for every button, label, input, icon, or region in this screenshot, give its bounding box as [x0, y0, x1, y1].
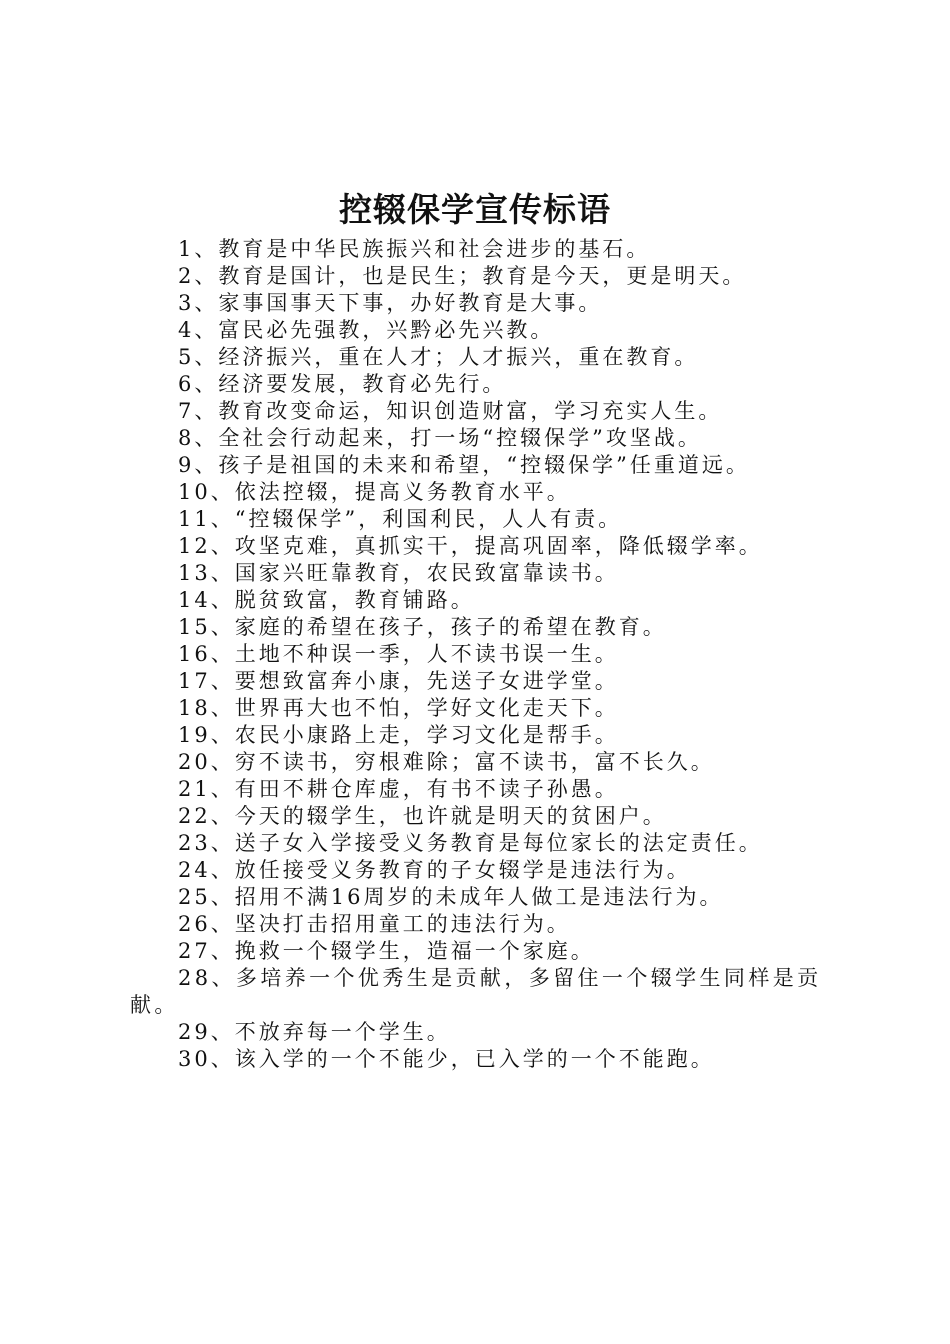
slogan-item: 29、不放弃每一个学生。 [178, 1020, 451, 1044]
slogan-item: 24、放任接受义务教育的子女辍学是违法行为。 [178, 858, 691, 882]
slogan-list [130, 236, 840, 1073]
slogan-item: 6、经济要发展，教育必先行。 [178, 372, 507, 396]
slogan-item: 27、挽救一个辍学生，造福一个家庭。 [178, 939, 595, 963]
slogan-item: 2、教育是国计，也是民生；教育是今天，更是明天。 [178, 264, 747, 288]
slogan-item: 7、教育改变命运，知识创造财富，学习充实人生。 [178, 399, 723, 423]
slogan-item: 5、经济振兴，重在人才；人才振兴，重在教育。 [178, 345, 699, 369]
slogan-item: 9、孩子是祖国的未来和希望，“控辍保学”任重道远。 [178, 453, 750, 477]
slogan-item: 19、农民小康路上走，学习文化是帮手。 [178, 723, 619, 747]
slogan-item: 4、富民必先强教，兴黔必先兴教。 [178, 318, 555, 342]
slogan-item: 14、脱贫致富，教育铺路。 [178, 588, 475, 612]
slogan-item: 12、攻坚克难，真抓实干，提高巩固率，降低辍学率。 [178, 534, 763, 558]
slogan-item: 20、穷不读书，穷根难除；富不读书，富不长久。 [178, 750, 715, 774]
slogan-item: 28、多培养一个优秀生是贡献，多留住一个辍学生同样是贡献。 [130, 966, 822, 1017]
slogan-item: 30、该入学的一个不能少，已入学的一个不能跑。 [178, 1047, 715, 1071]
slogan-item: 25、招用不满16周岁的未成年人做工是违法行为。 [178, 885, 724, 909]
slogan-item: 16、土地不种误一季，人不读书误一生。 [178, 642, 619, 666]
slogan-item: 21、有田不耕仓库虚，有书不读子孙愚。 [178, 777, 619, 801]
slogan-item: 11、“控辍保学”，利国利民，人人有责。 [178, 507, 623, 531]
slogan-item: 13、国家兴旺靠教育，农民致富靠读书。 [178, 561, 619, 585]
slogan-item: 22、今天的辍学生，也许就是明天的贫困户。 [178, 804, 667, 828]
slogan-item: 17、要想致富奔小康，先送子女进学堂。 [178, 669, 619, 693]
slogan-item: 8、全社会行动起来，打一场“控辍保学”攻坚战。 [178, 426, 702, 450]
slogan-item: 23、送子女入学接受义务教育是每位家长的法定责任。 [178, 831, 763, 855]
slogan-item: 15、家庭的希望在孩子，孩子的希望在教育。 [178, 615, 667, 639]
page-title: 控辍保学宣传标语 [339, 190, 611, 229]
slogan-item: 26、坚决打击招用童工的违法行为。 [178, 912, 571, 936]
slogan-item: 1、教育是中华民族振兴和社会进步的基石。 [178, 237, 651, 261]
slogan-item: 18、世界再大也不怕，学好文化走天下。 [178, 696, 619, 720]
slogan-item: 3、家事国事天下事，办好教育是大事。 [178, 291, 603, 315]
slogan-item: 10、依法控辍，提高义务教育水平。 [178, 480, 571, 504]
